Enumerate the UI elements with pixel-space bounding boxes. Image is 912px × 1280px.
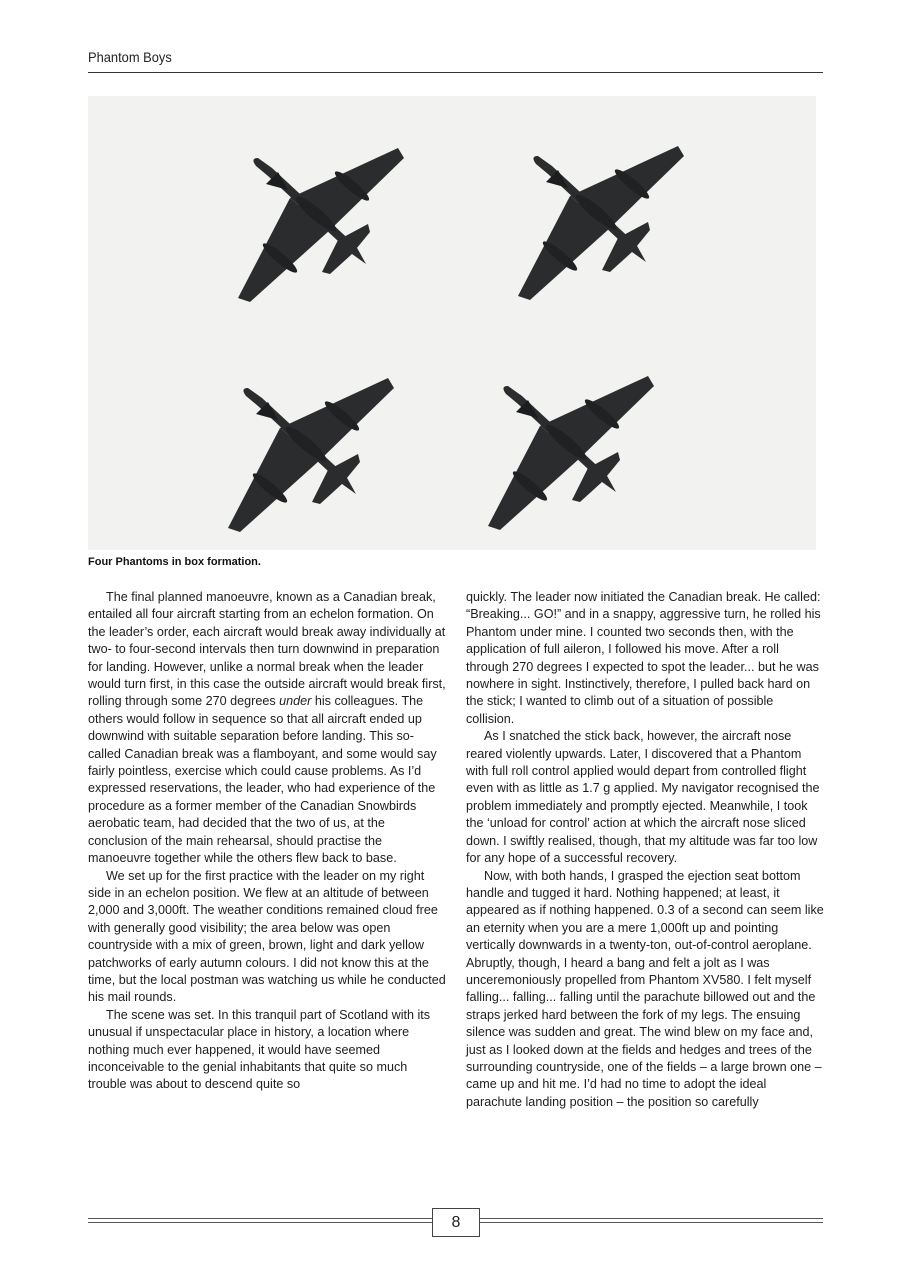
phantom-jet-icon	[518, 146, 684, 300]
phantom-jet-icon	[238, 148, 404, 302]
paragraph: The scene was set. In this tranquil part of Scotland with its unusual if unspectacular place in history, a location where nothing much ever happened, it would have seemed inconceivable to the genial inhabitants that quite so much trouble was about to descend quite so	[88, 1007, 431, 1092]
header-rule	[88, 72, 823, 73]
footer-rule	[480, 1218, 823, 1219]
phantom-jet-icon	[228, 378, 394, 532]
left-column	[88, 589, 446, 1094]
paragraph: We set up for the first practice with the leader on my right side in an echelon position. We flew at an altitude of between 2,000 and 3,000ft. The weather conditions remained cloud free with generally good visibility; the area below was open countryside with a mix of green, brown, light and dark yellow patchworks of early autumn colours. I did not know this at the time, but the local postman was watching us while he conducted his mail rounds.	[88, 868, 446, 1005]
footer-rule	[88, 1222, 432, 1223]
footer-rule	[88, 1218, 432, 1219]
footer-rule	[480, 1222, 823, 1223]
paragraph: Now, with both hands, I grasped the ejection seat bottom handle and tugged it hard. Nothing happened; at least, it appeared as if nothing happened. 0.3 of a second can seem like an eternity when you are a mere 1,000ft up and pointing vertically downwards in a twenty-ton, out-of-control aeroplane. Abruptly, though, I heard a bang and felt a jolt as I was unceremoniously propelled from Phantom XV580. I felt myself falling... falling... falling until the parachute billowed out and the straps jerked hard between the fork of my legs. The ensuing silence was sudden and great. The wind blew on my face and, just as I looked down at the fields and hedges and trees of the surrounding countryside, one of the fields – a large brown one – came up and hit me. I’d had no time to adopt the ideal parachute landing position – the position so carefully	[466, 868, 824, 1109]
figure-caption: Four Phantoms in box formation.	[88, 556, 261, 568]
page-number: 8	[432, 1208, 480, 1237]
phantom-jet-icon	[488, 376, 654, 530]
paragraph: The final planned manoeuvre, known as a Canadian break, entailed all four aircraft starting from an echelon formation. On the leader’s order, each aircraft would break away individually at two- to four-second intervals then turn downwind in preparation for landing. However, unlike a normal break when the leader would turn first, in this case the outside aircraft would break first, rolling through some 270 degrees under his colleagues. The others would follow in sequence so that all aircraft ended up downwind with suitable separation before landing. This so-called Canadian break was a flamboyant, and some would say fairly pointless, exercise which could cause problems. As I’d expressed reservations, the leader, who had experience of the procedure as a former member of the Canadian Snowbirds aerobatic team, had decided that the two of us, at the conclusion of the main rehearsal, should practise the manoeuvre together while the others flew back to base.	[88, 590, 446, 866]
paragraph: As I snatched the stick back, however, the aircraft nose reared violently upwards. Later, I discovered that a Phantom with full roll control applied would depart from controlled flight even with as little as 1.7 g applied. My navigator recognised the problem immediately and promptly ejected. Meanwhile, I took the ‘unload for control’ action at which the aircraft nose sliced down. I swiftly realised, though, that my altitude was far too low for any hope of a successful recovery.	[466, 729, 820, 866]
running-head: Phantom Boys	[88, 49, 172, 65]
right-column	[466, 589, 824, 1111]
paragraph: quickly. The leader now initiated the Canadian break. He called: “Breaking... GO!” and in a snappy, aggressive turn, he rolled his Phantom under mine. I counted two seconds then, with the application of full aileron, I followed his move. After a roll through 270 degrees I expected to spot the leader... but he was nowhere in sight. Instinctively, therefore, I pulled back hard on the stick; I wanted to climb out of a situation of possible collision.	[466, 590, 821, 726]
formation-photo	[88, 96, 816, 550]
formation-photo-svg	[88, 96, 816, 550]
